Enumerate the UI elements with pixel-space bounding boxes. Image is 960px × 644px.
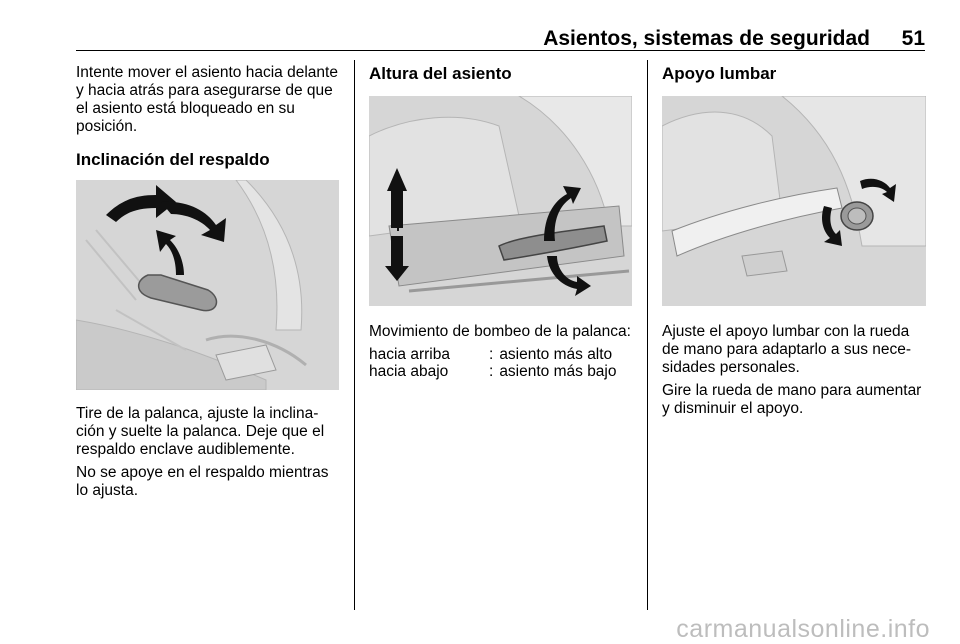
row-label: hacia abajo: [369, 363, 449, 380]
backrest-instructions: Tire de la palanca, ajuste la inclinación y suelte la palanca. Deje que el respaldo enclave audiblemente.: [76, 405, 325, 458]
lumbar-instructions: Ajuste el apoyo lumbar con la rueda de mano para adaptarlo a sus necesidades personales.: [662, 323, 912, 376]
watermark: carmanualsonline.info: [676, 615, 930, 643]
seat-height-instructions: Movimiento de bombeo de la palanca:: [369, 323, 631, 340]
table-row: [369, 346, 617, 363]
column-1: [76, 64, 341, 170]
column-3-lower: [662, 323, 926, 418]
lumbar-illustration: [662, 96, 926, 306]
header-rule: [76, 50, 925, 51]
backrest-illustration: [76, 180, 339, 390]
column-divider-2: [647, 60, 648, 610]
column-3: [662, 64, 926, 84]
column-1-lower: [76, 405, 341, 500]
arrow-up-body: [391, 191, 403, 228]
row-value: asiento más bajo: [499, 363, 617, 380]
section-heading-backrest: Inclinación del respaldo: [76, 150, 270, 169]
lumbar-rotate-instructions: Gire la rueda de mano para aumentar y disminuir el apoyo.: [662, 382, 922, 417]
backrest-warning: No se apoye en el respaldo mientras lo ajusta.: [76, 464, 329, 499]
page-number: 51: [901, 27, 925, 50]
intro-paragraph: Intente mover el asiento hacia delante y hacia atrás para asegurarse de que el asiento está bloqueado en su posición.: [76, 64, 338, 135]
figure-lumbar-support: [662, 96, 926, 306]
header-title: Asientos, sistemas de seguridad: [543, 27, 870, 50]
column-divider-1: [354, 60, 355, 610]
row-label: hacia arriba: [369, 346, 450, 363]
arrow-down-body: [391, 236, 403, 268]
column-2-lower: [369, 323, 632, 380]
section-heading-lumbar: Apoyo lumbar: [662, 64, 777, 83]
seat-height-table: [369, 346, 617, 380]
figure-backrest-recline: [76, 180, 339, 390]
table-row: [369, 363, 617, 380]
row-separator: :: [489, 363, 494, 380]
row-separator: :: [489, 346, 494, 363]
seat-height-illustration: [369, 96, 632, 306]
section-heading-seat-height: Altura del asiento: [369, 64, 512, 83]
row-value: asiento más alto: [499, 346, 613, 363]
figure-seat-height: [369, 96, 632, 306]
column-2: [369, 64, 632, 84]
